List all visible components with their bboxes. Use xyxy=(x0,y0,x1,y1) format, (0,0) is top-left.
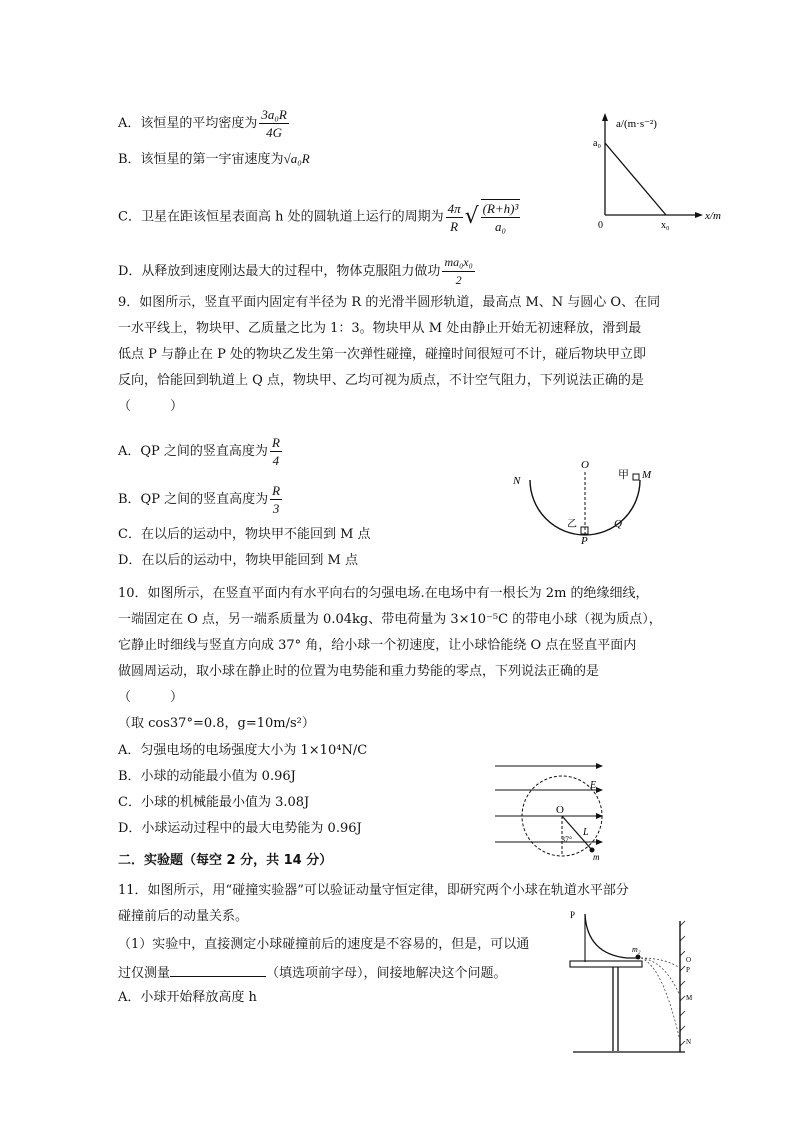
q10-stem-line-3: 它静止时细线与竖直方向成 37° 角，给小球一个初速度，让小球恰能绕 O 点在竖直平面内 xyxy=(118,638,637,653)
label-p-mark: P xyxy=(686,966,690,974)
label-o: O xyxy=(556,804,564,816)
block-jia xyxy=(633,474,639,480)
label-n: N xyxy=(513,475,521,487)
a-x-line xyxy=(605,143,666,215)
label-m2: m₂ xyxy=(632,945,641,954)
fraction-numerator: R xyxy=(272,483,281,498)
q10-option-d[interactable]: D．小球运动过程中的最大电势能为 0.96J xyxy=(118,821,362,836)
q10-answer-blank[interactable]: （ ） xyxy=(118,690,184,705)
fraction-numerator: 3a₀R xyxy=(261,107,287,122)
q9-track-diagram xyxy=(510,460,660,545)
q9-stem-line-2: 一水平线上，物块甲、乙质量之比为 1：3。物块甲从 M 处由静止开始无初速释放，滑到最 xyxy=(118,321,642,336)
q8-option-b[interactable] xyxy=(118,149,310,170)
q8-option-a-fraction xyxy=(259,106,288,141)
label-m: m xyxy=(593,852,600,862)
label-o: O xyxy=(581,459,589,471)
label-jia: 甲 xyxy=(618,469,629,481)
x-axis-label: x/m xyxy=(705,210,721,222)
q9-stem-line-4: 反向，恰能回到轨道上 Q 点，物块甲、乙均可视为质点，不计空气阻力，下列说法正确的是 xyxy=(118,373,644,388)
q9-option-a-text: A．QP 之间的竖直高度为 xyxy=(118,444,268,459)
q10-stem-line-4: 做圆周运动，取小球在静止时的位置为电势能和重力势能的零点，下列说法正确的是 xyxy=(118,664,600,679)
q10-option-b[interactable]: B．小球的动能最小值为 0.96J xyxy=(118,769,296,784)
fraction-denominator: 4G xyxy=(266,125,283,140)
q8-option-d-text: D．从释放到速度刚达最大的过程中，物体克服阻力做功 xyxy=(118,264,441,279)
y-axis-label: a/(m·s⁻²) xyxy=(616,118,657,130)
label-m-mark: M xyxy=(686,994,693,1002)
q11-stem-line-2: 碰撞前后的动量关系。 xyxy=(118,909,249,924)
label-n-mark: N xyxy=(686,1038,692,1046)
q8-ax-graph xyxy=(590,110,740,235)
q8-option-a[interactable] xyxy=(118,106,291,141)
field-arrows xyxy=(596,763,603,845)
q8-option-d[interactable] xyxy=(118,254,477,289)
label-p-release: P xyxy=(570,910,576,920)
q8-option-c[interactable] xyxy=(118,199,522,235)
q9-option-b[interactable] xyxy=(118,482,284,517)
q8-option-c-fraction-2 xyxy=(481,199,521,235)
q11-option-a[interactable]: A．小球开始释放高度 h xyxy=(118,990,257,1005)
q10-stem-line-1: 10．如图所示，在竖直平面内有水平向右的匀强电场.在电场中有一根长为 2m 的绝缘细线， xyxy=(118,586,649,601)
q10-given-values: （取 cos37°=0.8，g=10m/s²） xyxy=(118,716,315,731)
label-o: O xyxy=(686,956,692,964)
q9-option-a-fraction xyxy=(270,434,282,469)
q9-option-b-fraction xyxy=(270,482,282,517)
origin-label: 0 xyxy=(598,220,603,231)
label-l: L xyxy=(583,827,589,838)
label-yi: 乙 xyxy=(567,519,577,530)
table-top xyxy=(570,961,642,967)
label-p: P xyxy=(581,535,588,547)
q8-option-d-fraction xyxy=(442,254,474,289)
q9-option-b-text: B．QP 之间的竖直高度为 xyxy=(118,492,269,507)
q11-stem-line-4 xyxy=(118,962,507,984)
q9-option-c[interactable]: C．在以后的运动中，物块甲不能回到 M 点 xyxy=(118,527,371,542)
q8-option-c-text: C．卫星在距该恒星表面高 h 处的圆轨道上运行的周期为 xyxy=(118,209,444,225)
fraction-numerator: (R+h)³ xyxy=(482,201,519,216)
section-heading: 二．实验题（每空 2 分，共 14 分） xyxy=(118,853,333,868)
q8-option-b-text: B．该恒星的第一宇宙速度为 xyxy=(118,152,284,167)
q9-answer-blank[interactable]: （ ） xyxy=(118,399,184,414)
q11-fill-blank[interactable] xyxy=(170,962,266,977)
q9-option-a[interactable] xyxy=(118,434,284,469)
q11-stem-line-3: （1）实验中，直接测定小球碰撞前后的速度是不容易的，但是，可以通 xyxy=(118,937,530,952)
x0-tick-label: x₀ xyxy=(661,220,670,231)
fraction-numerator: 4π xyxy=(447,200,461,216)
label-q: Q xyxy=(614,518,622,530)
q10-stem-line-2: 一端固定在 O 点，另一端系质量为 0.04kg、带电荷量为 3×10⁻⁵C 的带电小球（视为质点）， xyxy=(118,612,662,627)
q11-line-4-suffix: （填选项前字母），间接地解决这个问题。 xyxy=(266,966,507,981)
wall-hatching xyxy=(680,921,685,1046)
fraction-denominator: a₀ xyxy=(495,219,507,234)
fraction-denominator: 3 xyxy=(272,501,280,516)
sqrt-sign: √ xyxy=(464,204,479,229)
fraction-denominator: R xyxy=(450,218,459,234)
q10-option-a[interactable]: A．匀强电场的电场强度大小为 1×10⁴N/C xyxy=(118,743,368,758)
q11-apparatus-diagram xyxy=(565,906,705,1056)
fraction-numerator: ma₀x₀ xyxy=(442,254,474,272)
y-axis-arrow xyxy=(602,113,608,121)
ball-m2 xyxy=(636,955,641,960)
label-m: M xyxy=(642,469,652,481)
fraction-numerator: R xyxy=(271,435,280,450)
q9-stem-line-3: 低点 P 与静止在 P 处的物块乙发生第一次弹性碰撞，碰撞时间很短可不计，碰后物块甲立即 xyxy=(118,347,647,362)
x-axis-arrow xyxy=(695,212,703,218)
label-e: E xyxy=(590,780,597,791)
fraction-denominator: 2 xyxy=(455,273,462,287)
label-angle: 37° xyxy=(561,835,573,844)
q8-option-b-formula: √a₀R xyxy=(283,151,310,166)
q8-option-c-fraction-1 xyxy=(446,200,463,235)
trajectories xyxy=(641,958,680,1041)
q10-option-c[interactable]: C．小球的机械能最小值为 3.08J xyxy=(118,795,310,810)
q9-option-d[interactable]: D．在以后的运动中，物块甲能回到 M 点 xyxy=(118,553,358,568)
fraction-denominator: 4 xyxy=(272,453,280,468)
q11-line-4-prefix: 过仅测量 xyxy=(118,966,171,981)
a0-tick-label: a₀ xyxy=(593,138,601,149)
q10-field-diagram xyxy=(490,758,610,866)
q11-stem-line-1: 11．如图所示，用“碰撞实验器”可以验证动量守恒定律，即研究两个小球在轨道水平部分 xyxy=(118,883,629,898)
q9-stem-line-1: 9．如图所示，竖直平面内固定有半径为 R 的光滑半圆形轨道，最高点 M、N 与圆心 O、在同 xyxy=(118,295,661,310)
q8-option-a-text: A．该恒星的平均密度为 xyxy=(118,116,258,131)
